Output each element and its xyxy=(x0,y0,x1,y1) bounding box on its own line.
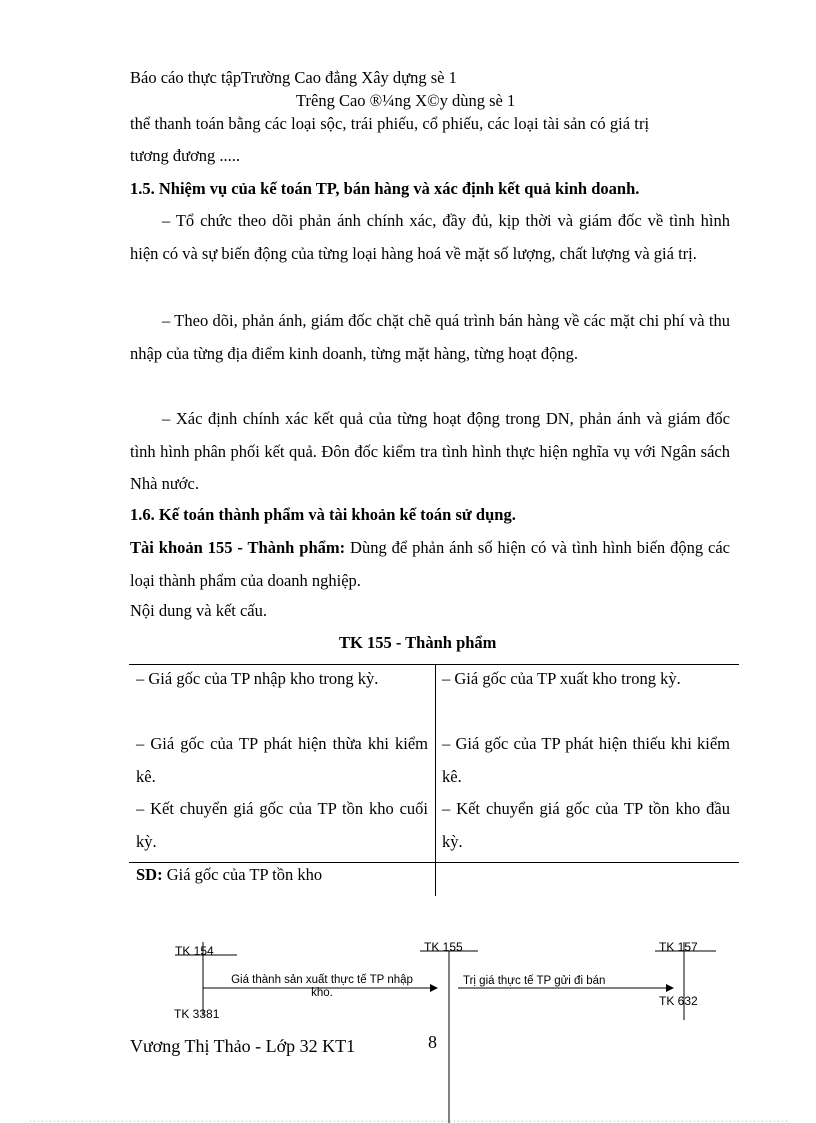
flow-arrow-2-head xyxy=(666,984,674,992)
account-label: Tài khoản 155 - Thành phẩm: xyxy=(130,538,346,557)
paragraph-3: – Xác định chính xác kết quả của từng hoạt động trong DN, phản ánh và giám đốc tình hình phân phối kết quả. Đôn đốc kiểm tra tình hình thực hiện nghĩa vụ với Ngân sách Nhà nước. xyxy=(130,409,730,493)
debit-item-1: – Giá gốc của TP nhập kho trong kỳ. xyxy=(136,669,379,688)
header-line-2: Trêng Cao ®¼ng X©y dùng sè 1 xyxy=(296,91,516,110)
tk632-label: TK 632 xyxy=(659,994,698,1008)
flow-arrow-1-head xyxy=(430,984,438,992)
tk157-label: TK 157 xyxy=(659,940,698,954)
continuation-line-1: thể thanh toán bằng các loại sộc, trái phiếu, cổ phiếu, các loại tài sản có giá trị xyxy=(130,114,650,133)
debit-item-2: – Giá gốc của TP phát hiện thừa khi kiểm kê. xyxy=(136,734,428,786)
header-line-1: Báo cáo thực tậpTrường Cao đẳng Xây dựng sè 1 xyxy=(130,68,457,87)
page-number: 8 xyxy=(428,1032,437,1052)
tk155-label: TK 155 xyxy=(424,940,463,954)
footer-author: Vương Thị Thảo - Lớp 32 KT1 xyxy=(130,1036,356,1056)
tk154-label: TK 154 xyxy=(175,944,214,958)
flow-2-label: Trị giá thực tế TP gửi đi bán xyxy=(463,975,606,987)
debit-item-3: – Kết chuyển giá gốc của TP tồn kho cuối kỳ. xyxy=(136,799,428,851)
credit-item-3: – Kết chuyển giá gốc của TP tồn kho đầu kỳ. xyxy=(442,799,730,851)
balance-label: SD: xyxy=(136,865,163,884)
account-text: Dùng để phản ánh số hiện có và tình hình biến động các loại thành phẩm của doanh nghiệp. xyxy=(130,538,730,590)
balance-text: Giá gốc của TP tồn kho xyxy=(162,865,323,884)
t-account-title: TK 155 - Thành phẩm xyxy=(339,633,497,652)
credit-item-2: – Giá gốc của TP phát hiện thiếu khi kiểm kê. xyxy=(442,734,730,786)
heading-1-6: 1.6. Kế toán thành phẩm và tài khoản kế toán sử dụng. xyxy=(130,505,516,524)
continuation-line-2: tương đương ..... xyxy=(130,146,241,165)
tk3381-label: TK 3381 xyxy=(174,1007,220,1021)
flow-1-label: Giá thành sản xuất thực tế TP nhập kho. xyxy=(231,974,413,999)
paragraph-2: – Theo dõi, phản ánh, giám đốc chặt chẽ quá trình bán hàng về các mặt chi phí và thu nhập của từng địa điểm kinh doanh, từng mặt hàng, từng hoạt động. xyxy=(130,311,730,363)
credit-item-1: – Giá gốc của TP xuất kho trong kỳ. xyxy=(442,669,681,688)
content-structure-label: Nội dung và kết cấu. xyxy=(130,601,268,620)
heading-1-5: 1.5. Nhiệm vụ của kế toán TP, bán hàng và xác định kết quả kinh doanh. xyxy=(130,179,640,198)
paragraph-1: – Tổ chức theo dõi phản ánh chính xác, đầy đủ, kịp thời và giám đốc về tình hình hiện có và sự biến động của từng loại hàng hoá về mặt số lượng, chất lượng và giá trị. xyxy=(130,211,730,263)
